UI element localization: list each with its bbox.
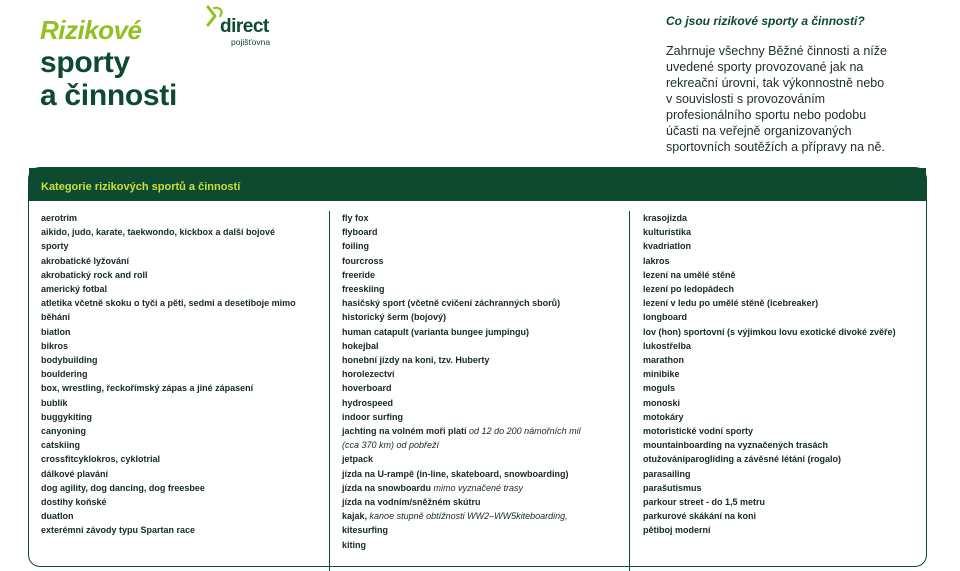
list-item-text: americký fotbal (41, 284, 108, 295)
list-item-text: parkour street - do 1,5 metru (643, 497, 766, 508)
list-item-text: kulturistika (643, 227, 692, 238)
list-item (643, 438, 919, 452)
intro-line: v souvislosti s provozováním (666, 92, 826, 106)
list-item-text: indoor surfing (342, 411, 403, 422)
list-item-text: human catapult (varianta bungee jumpingu) (342, 326, 530, 337)
list-item-text: buggykiting (41, 411, 92, 422)
list-item (342, 495, 618, 509)
title-highlight: Rizikové (40, 15, 142, 45)
intro-question: Co jsou rizikové sporty a činnosti? (666, 14, 865, 28)
list-item (342, 538, 618, 552)
list-item-text: sporty (41, 241, 69, 252)
list-item (41, 381, 321, 395)
list-item (643, 211, 919, 225)
list-item (41, 438, 321, 452)
list-item-text: kajak, (342, 511, 368, 522)
list-item-text: akrobatické lyžování (41, 255, 130, 266)
list-item (342, 282, 618, 296)
list-item (643, 424, 919, 438)
list-item (342, 239, 618, 253)
list-item-text: freeskiing (342, 284, 385, 295)
title-line-3: a činnosti (40, 79, 178, 112)
list-item-text: krasojízda (643, 213, 688, 223)
panel-title: Kategorie rizikových sportů a činností (41, 181, 241, 193)
list-item (643, 467, 919, 481)
list-item (342, 367, 618, 381)
intro-line: účasti na veřejně organizovaných (666, 124, 852, 138)
intro-text (666, 43, 936, 155)
list-item-text: jetpack (342, 454, 374, 465)
list-item (41, 339, 321, 353)
list-item (643, 495, 919, 509)
list-item-text: kvadriatlon (643, 241, 692, 252)
panel-header (29, 168, 926, 201)
intro-line: sportovních soutěžích a přípravy na ně. (666, 140, 885, 154)
list-item-text: akrobatický rock and roll (41, 269, 148, 280)
list-item (41, 467, 321, 481)
list-item (342, 268, 618, 282)
list-item (643, 509, 919, 523)
direct-logo (206, 6, 286, 48)
list-item (41, 424, 321, 438)
list-item-text: parkurové skákání na koni (643, 511, 757, 522)
list-item (643, 239, 919, 253)
sports-column-3 (643, 211, 919, 538)
list-item (643, 367, 919, 381)
list-item-text: fly fox (342, 213, 369, 223)
list-item (41, 396, 321, 410)
list-item (41, 325, 321, 339)
list-item-text: dostihy koňské (41, 497, 107, 508)
page-title (40, 14, 177, 112)
list-item-text: dálkové plavání (41, 468, 109, 479)
list-item (342, 452, 618, 466)
list-item-text: flyboard (342, 227, 378, 238)
list-item-text: běhání (41, 312, 71, 323)
list-item (643, 225, 919, 239)
list-item-text: jachting na volném moři platí (342, 426, 467, 437)
list-item (342, 325, 618, 339)
list-item (41, 410, 321, 424)
list-item-note: kanoe stupně obtížnosti WW2–WW5kiteboarding, (369, 511, 568, 522)
list-item-text: otužováníparogliding a závěsné létání (rogalo) (643, 454, 842, 465)
sports-column-2 (342, 211, 618, 552)
sports-column-1 (41, 211, 321, 538)
list-item-text: monoski (643, 397, 681, 408)
list-item (342, 481, 618, 495)
list-item (342, 467, 618, 481)
list-item-text: bodybuilding (41, 355, 98, 366)
list-item (643, 268, 919, 282)
list-item-text: aikido, judo, karate, taekwondo, kickbox a další bojové (41, 227, 276, 238)
list-item-text: lezení v ledu po umělé stěně (icebreaker) (643, 298, 819, 309)
list-item-text: dog agility, dog dancing, dog freesbee (41, 482, 205, 493)
list-item-text: marathon (643, 355, 685, 366)
list-item (41, 239, 321, 253)
list-item (342, 509, 618, 523)
list-item-text: parašutismus (643, 482, 702, 493)
list-item-text: duatlon (41, 511, 74, 522)
list-item (643, 452, 919, 466)
list-item (41, 254, 321, 268)
logo-subtitle: pojišťovna (231, 37, 271, 47)
list-item (41, 211, 321, 225)
list-item (342, 381, 618, 395)
list-item-text: canyoning (41, 426, 87, 437)
list-item (643, 481, 919, 495)
list-item (643, 523, 919, 537)
sports-categories-panel (28, 167, 927, 567)
title-line-2: sporty (40, 46, 130, 79)
list-item-text: honební jízdy na koni, tzv. Huberty (342, 355, 490, 366)
column-divider (329, 211, 330, 571)
list-item (342, 438, 618, 452)
list-item (342, 353, 618, 367)
list-item (41, 310, 321, 324)
list-item (342, 339, 618, 353)
list-item-text: atletika včetně skoku o tyči a pěti, sedmi a desetiboje mimo (41, 298, 296, 309)
intro-line: profesionálního sportu nebo podobu (666, 108, 867, 122)
column-divider (629, 211, 630, 571)
list-item (342, 424, 618, 438)
list-item-text: freeride (342, 269, 376, 280)
list-item-text: foiling (342, 241, 369, 252)
list-item (342, 396, 618, 410)
list-item (41, 353, 321, 367)
list-item-text: bouldering (41, 369, 88, 380)
list-item-text: jízda na snowboardu (342, 482, 432, 493)
list-item (41, 481, 321, 495)
list-item (41, 282, 321, 296)
logo-word: direct (220, 16, 269, 37)
intro-line: uvedené sporty provozované jak na (666, 60, 864, 74)
list-item-text: bublík (41, 397, 68, 408)
list-item-note: mimo vyznačené trasy (433, 482, 524, 493)
list-item-text: minibike (643, 369, 680, 380)
list-item (342, 523, 618, 537)
list-item (643, 381, 919, 395)
list-item (643, 353, 919, 367)
list-item-note: od 12 do 200 námořních mil (469, 426, 581, 437)
list-item-text: horolezectví (342, 369, 395, 380)
list-item (342, 254, 618, 268)
list-item-text: hoverboard (342, 383, 392, 394)
list-item-text: motokáry (643, 411, 684, 422)
list-item-text: biatlon (41, 326, 71, 337)
list-item-text: longboard (643, 312, 687, 323)
list-item-text: parasailing (643, 468, 691, 479)
list-item-text: lezení po ledopádech (643, 284, 735, 295)
list-item (342, 296, 618, 310)
list-item (41, 367, 321, 381)
list-item (41, 523, 321, 537)
intro-line: Zahrnuje všechny Běžné činnosti a níže (666, 44, 887, 58)
list-item-text: hydrospeed (342, 397, 394, 408)
list-item (643, 410, 919, 424)
list-item-text: kitesurfing (342, 525, 389, 536)
list-item-text: mountainboarding na vyznačených trasách (643, 440, 829, 451)
list-item-text: lov (hon) sportovní (s výjimkou lovu exotické divoké zvěře) (643, 326, 896, 337)
list-item-text: hokejbal (342, 340, 379, 351)
list-item-text: exterémní závody typu Spartan race (41, 525, 196, 536)
list-item-text: pětiboj moderní (643, 525, 711, 536)
list-item (342, 211, 618, 225)
intro-line: rekreační úrovni, tak výkonnostně nebo (666, 76, 885, 90)
list-item-text: jízda na vodním/sněžném skútru (342, 497, 481, 508)
list-item-text: fourcross (342, 255, 384, 266)
list-item (643, 310, 919, 324)
list-item-text: catskiing (41, 440, 81, 451)
list-item-text: motoristické vodní sporty (643, 426, 754, 437)
list-item-text: moguls (643, 383, 676, 394)
list-item (41, 452, 321, 466)
list-item-text: hasičský sport (včetně cvičení záchranných sborů) (342, 298, 561, 309)
list-item (643, 282, 919, 296)
list-item (41, 495, 321, 509)
list-item-text: lukostřelba (643, 340, 692, 351)
list-item (643, 396, 919, 410)
list-item-text: lakros (643, 255, 670, 266)
list-item-text: lezení na umělé stěně (643, 269, 736, 280)
list-item (41, 268, 321, 282)
list-item (643, 254, 919, 268)
list-item (41, 509, 321, 523)
list-item-text: bikros (41, 340, 69, 351)
list-item (342, 410, 618, 424)
list-item (342, 225, 618, 239)
list-item-text: crossfitcyklokros, cyklotrial (41, 454, 161, 465)
list-item (41, 296, 321, 310)
list-item-text: aerotrim (41, 213, 78, 223)
intro-section (666, 14, 936, 155)
list-item (41, 225, 321, 239)
list-item-text: box, wrestling, řeckořímský zápas a jiné zápasení (41, 383, 254, 394)
list-item (643, 325, 919, 339)
list-item (643, 339, 919, 353)
list-item-text: kiting (342, 539, 366, 550)
list-item-text: jízda na U-rampě (in-line, skateboard, snowboarding) (342, 468, 569, 479)
list-item (342, 310, 618, 324)
list-item-text: historický šerm (bojový) (342, 312, 447, 323)
list-item-note: (cca 370 km) od pobřeží (342, 440, 440, 451)
list-item (643, 296, 919, 310)
